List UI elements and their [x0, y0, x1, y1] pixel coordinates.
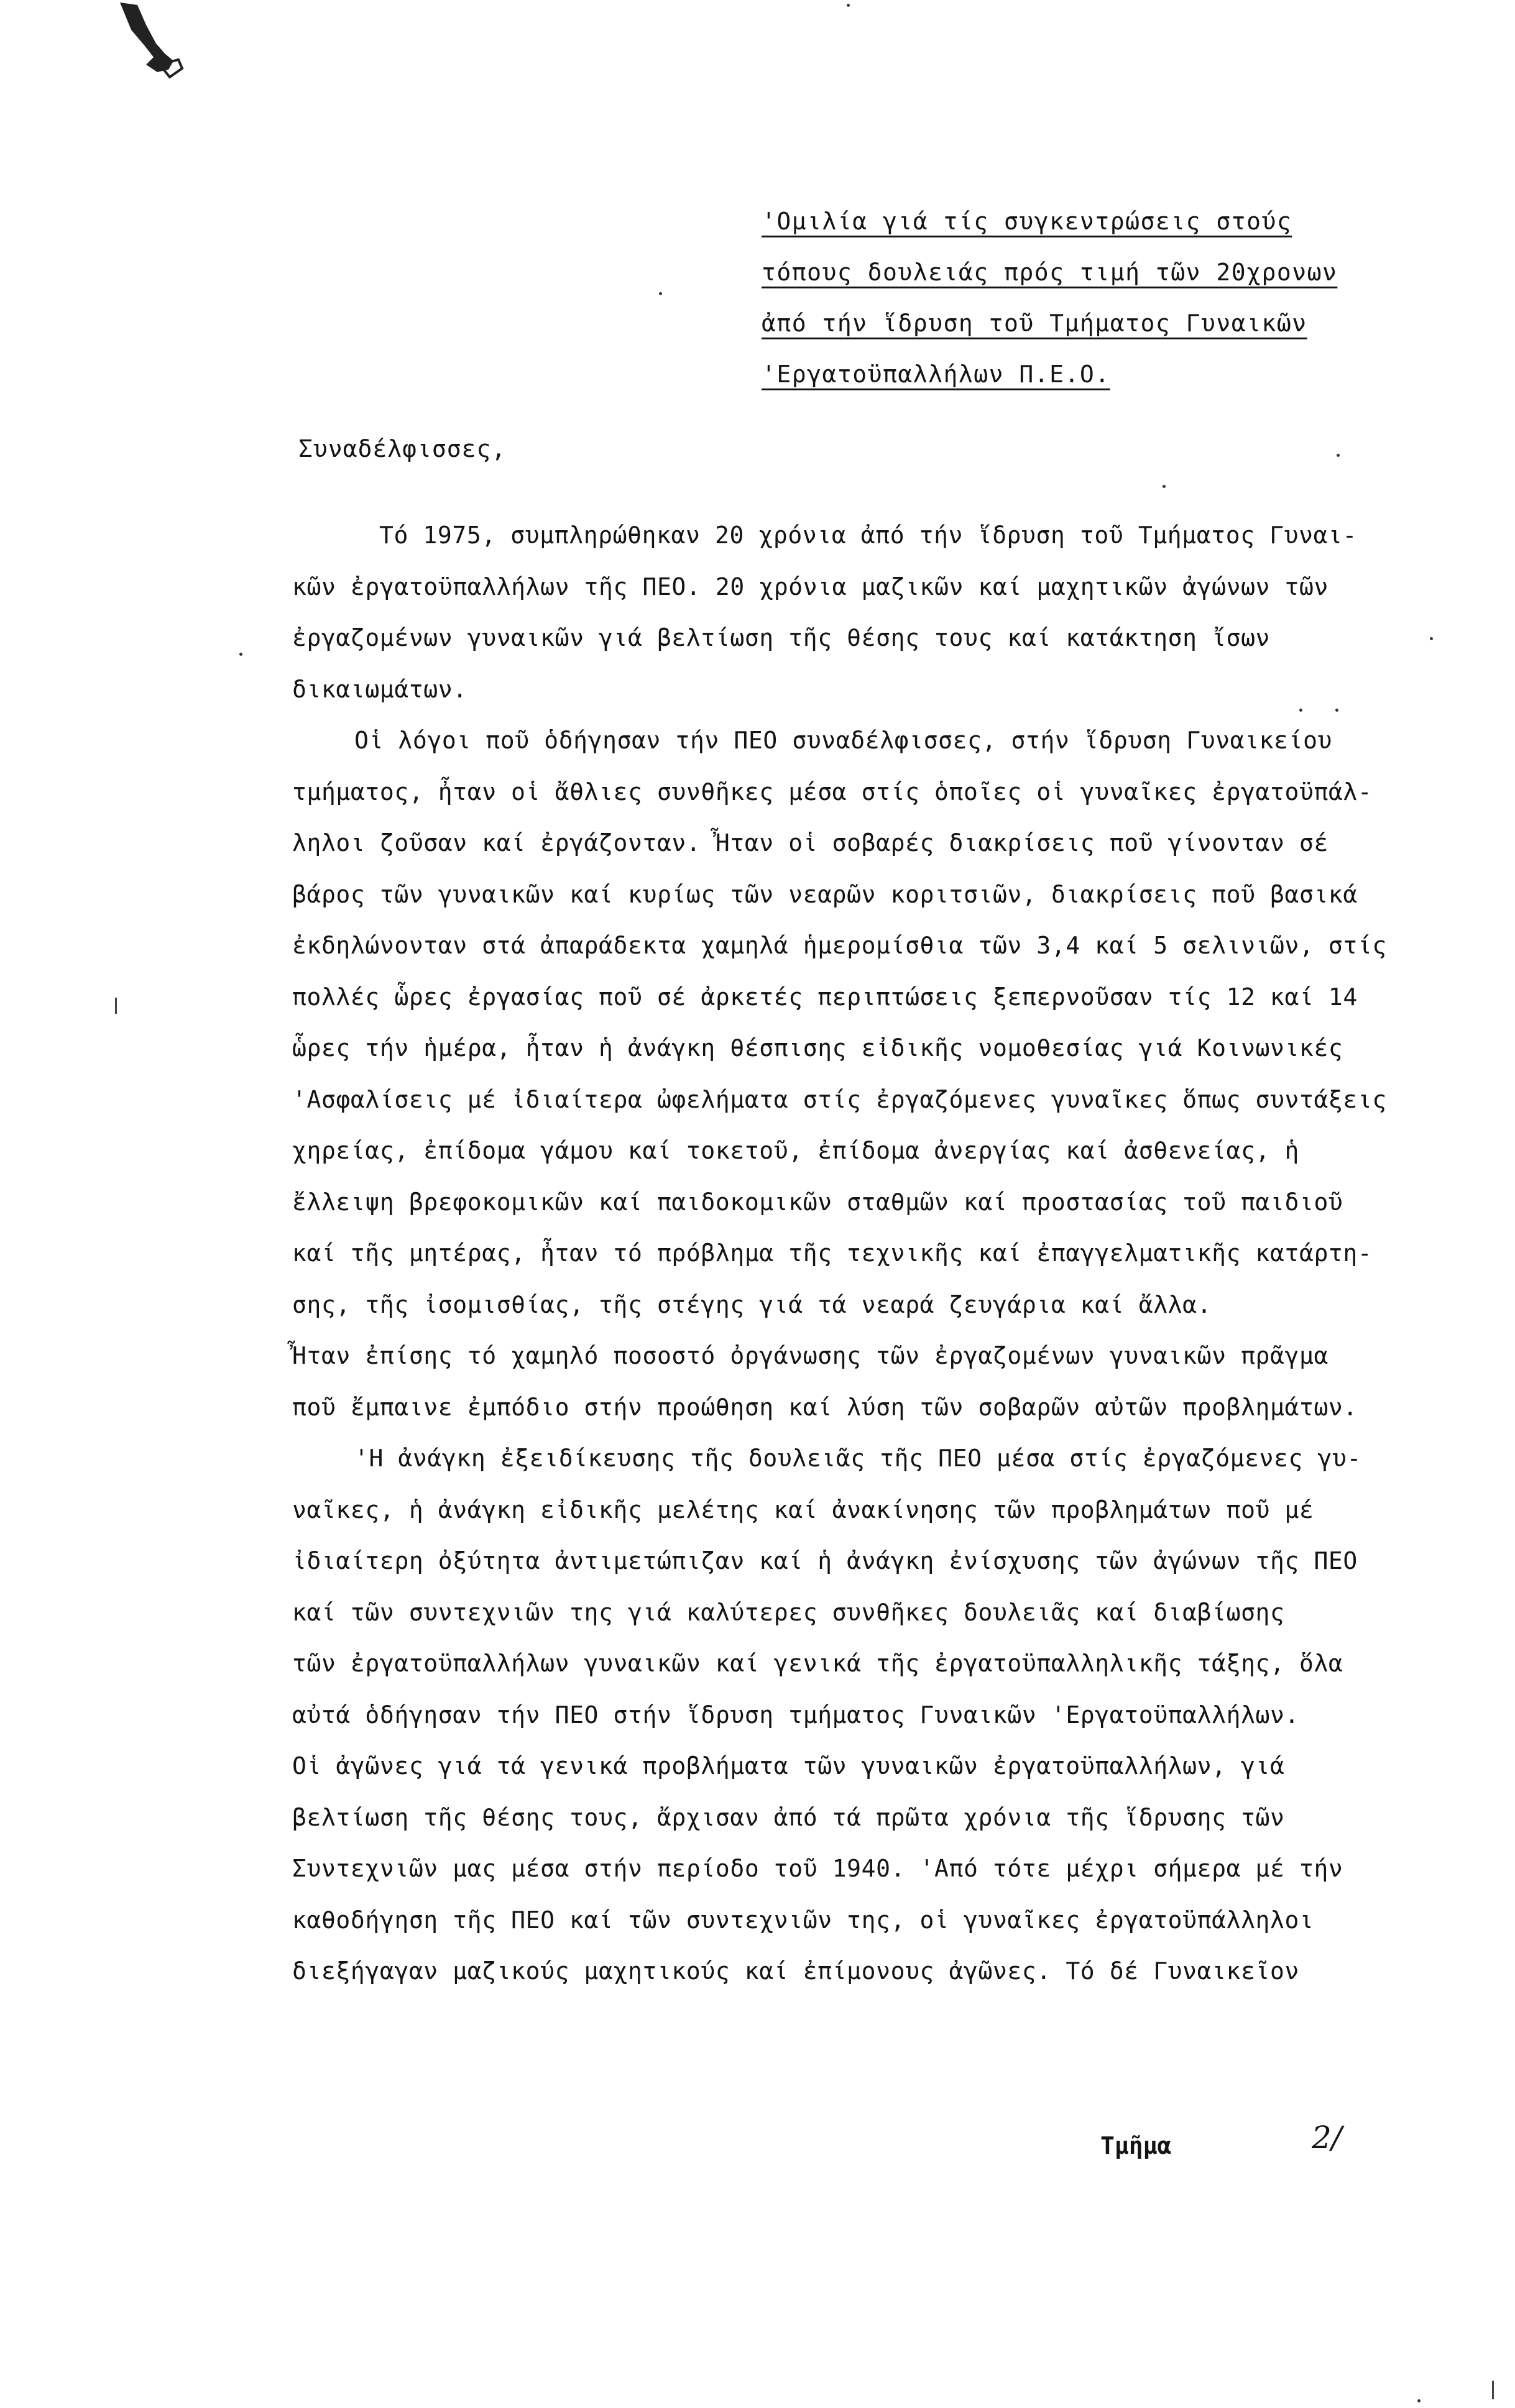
speech-body	[292, 510, 1430, 1997]
title-line: 'Ομιλία γιά τίς συγκεντρώσεις στούς	[762, 208, 1292, 235]
body-line: τῶν ἐργατοϋπαλλήλων γυναικῶν καί γενικά τῆς ἐργατοϋπαλληλικῆς τάξης, ὅλα	[292, 1650, 1343, 1677]
body-line: 'Ασφαλίσεις μέ ἰδιαίτερα ὠφελήματα στίς ἐργαζόμενες γυναῖκες ὅπως συντάξεις	[292, 1085, 1387, 1113]
scan-speck	[239, 653, 242, 656]
title-line: τόπους δουλειάς πρός τιμή τῶν 20χρονων	[762, 259, 1338, 286]
scan-speck	[1417, 2399, 1421, 2402]
salutation: Συναδέλφισσες,	[298, 435, 507, 462]
body-line: καί τῆς μητέρας, ἦταν τό πρόβλημα τῆς τεχνικῆς καί ἐπαγγελματικῆς κατάρτη-	[292, 1239, 1373, 1267]
body-line: βελτίωση τῆς θέσης τους, ἄρχισαν ἀπό τά πρῶτα χρόνια τῆς ἵδρυσης τῶν	[292, 1803, 1285, 1831]
speech-title	[762, 196, 1445, 400]
body-line: ἔλλειψη βρεφοκομικῶν καί παιδοκομικῶν σταθμῶν καί προστασίας τοῦ παιδιοῦ	[292, 1188, 1343, 1216]
body-line: αὐτά ὁδήγησαν τήν ΠΕΟ στήν ἵδρυση τμήματος Γυναικῶν 'Εργατοϋπαλλήλων.	[292, 1701, 1299, 1729]
scan-speck	[1337, 454, 1340, 457]
body-line: Συντεχνιῶν μας μέσα στήν περίοδο τοῦ 1940. 'Από τότε μέχρι σήμερα μέ τήν	[292, 1855, 1343, 1882]
page-number: 2/	[1312, 2120, 1342, 2156]
margin-mark	[115, 998, 117, 1014]
body-line: Οἱ ἀγῶνες γιά τά γενικά προβλήματα τῶν γυναικῶν ἐργατοϋπαλλήλων, γιά	[292, 1752, 1285, 1780]
catchword: Τμῆμα	[1100, 2132, 1172, 2159]
scan-speck	[1430, 637, 1433, 640]
body-line: καί τῶν συντεχνιῶν της γιά καλύτερες συνθῆκες δουλειᾶς καί διαβίωσης	[292, 1598, 1285, 1626]
body-line: ληλοι ζοῦσαν καί ἐργάζονταν. Ἦταν οἱ σοβαρές διακρίσεις ποῦ γίνονταν σέ	[292, 829, 1329, 857]
title-line: 'Εργατοϋπαλλήλων Π.Ε.Ο.	[762, 361, 1110, 388]
body-line: καθοδήγηση τῆς ΠΕΟ καί τῶν συντεχνιῶν της, οἱ γυναῖκες ἐργατοϋπάλληλοι	[292, 1906, 1314, 1934]
scan-speck	[1299, 709, 1302, 712]
body-line: Ἦταν ἐπίσης τό χαμηλό ποσοστό ὀργάνωσης τῶν ἐργαζομένων γυναικῶν πρᾶγμα	[292, 1342, 1329, 1369]
scan-speck	[1335, 709, 1338, 712]
body-line: βάρος τῶν γυναικῶν καί κυρίως τῶν νεαρῶν κοριτσιῶν, διακρίσεις ποῦ βασικά	[292, 880, 1358, 908]
scan-speck	[659, 292, 662, 295]
body-line: ποῦ ἔμπαινε ἐμπόδιο στήν προώθηση καί λύση τῶν σοβαρῶν αὐτῶν προβλημάτων.	[292, 1393, 1358, 1421]
scan-speck	[847, 4, 850, 7]
body-line: χηρείας, ἐπίδομα γάμου καί τοκετοῦ, ἐπίδομα ἀνεργίας καί ἀσθενείας, ἡ	[292, 1137, 1299, 1164]
staple-mark-icon	[109, 0, 196, 87]
body-line: πολλές ὧρες ἐργασίας ποῦ σέ ἀρκετές περιπτώσεις ξεπερνοῦσαν τίς 12 καί 14	[292, 983, 1358, 1011]
body-line: ναῖκες, ἡ ἀνάγκη εἰδικῆς μελέτης καί ἀνακίνησης τῶν προβλημάτων ποῦ μέ	[292, 1496, 1314, 1523]
body-line: Οἱ λόγοι ποῦ ὁδήγησαν τήν ΠΕΟ συναδέλφισσες, στήν ἵδρυση Γυναικείου	[354, 727, 1333, 754]
scan-speck	[1163, 485, 1166, 488]
body-line: κῶν ἐργατοϋπαλλήλων τῆς ΠΕΟ. 20 χρόνια μαζικῶν καί μαχητικῶν ἀγώνων τῶν	[292, 572, 1329, 600]
body-line: ἐργαζομένων γυναικῶν γιά βελτίωση τῆς θέσης τους καί κατάκτηση ἴσων	[292, 624, 1271, 651]
body-line: δικαιωμάτων.	[292, 675, 467, 703]
body-line: ἰδιαίτερη ὀξύτητα ἀντιμετώπιζαν καί ἡ ἀνάγκη ἐνίσχυσης τῶν ἀγώνων τῆς ΠΕΟ	[292, 1547, 1358, 1574]
title-line: ἀπό τήν ἵδρυση τοῦ Τμήματος Γυναικῶν	[762, 310, 1307, 337]
body-line: διεξήγαγαν μαζικούς μαχητικούς καί ἐπίμονους ἀγῶνες. Τό δέ Γυναικεῖον	[292, 1957, 1299, 1985]
body-line: 'Η ἀνάγκη ἐξειδίκευσης τῆς δουλειᾶς τῆς ΠΕΟ μέσα στίς ἐργαζόμενες γυ-	[354, 1445, 1361, 1472]
body-line: ὧρες τήν ἡμέρα, ἦταν ἡ ἀνάγκη θέσπισης εἰδικῆς νομοθεσίας γιά Κοινωνικές	[292, 1034, 1343, 1062]
body-line: τμήματος, ἦταν οἱ ἄθλιες συνθῆκες μέσα στίς ὁποῖες οἱ γυναῖκες ἐργατοϋπάλ-	[292, 778, 1373, 806]
body-line: σης, τῆς ἰσομισθίας, τῆς στέγης γιά τά νεαρά ζευγάρια καί ἄλλα.	[292, 1290, 1212, 1318]
margin-mark	[1492, 2381, 1494, 2399]
body-line: Τό 1975, συμπληρώθηκαν 20 χρόνια ἀπό τήν ἵδρυση τοῦ Τμήματος Γυναι-	[379, 522, 1358, 549]
body-line: ἐκδηλώνονταν στά ἀπαράδεκτα χαμηλά ἡμερομίσθια τῶν 3,4 καί 5 σελινιῶν, στίς	[292, 932, 1387, 959]
